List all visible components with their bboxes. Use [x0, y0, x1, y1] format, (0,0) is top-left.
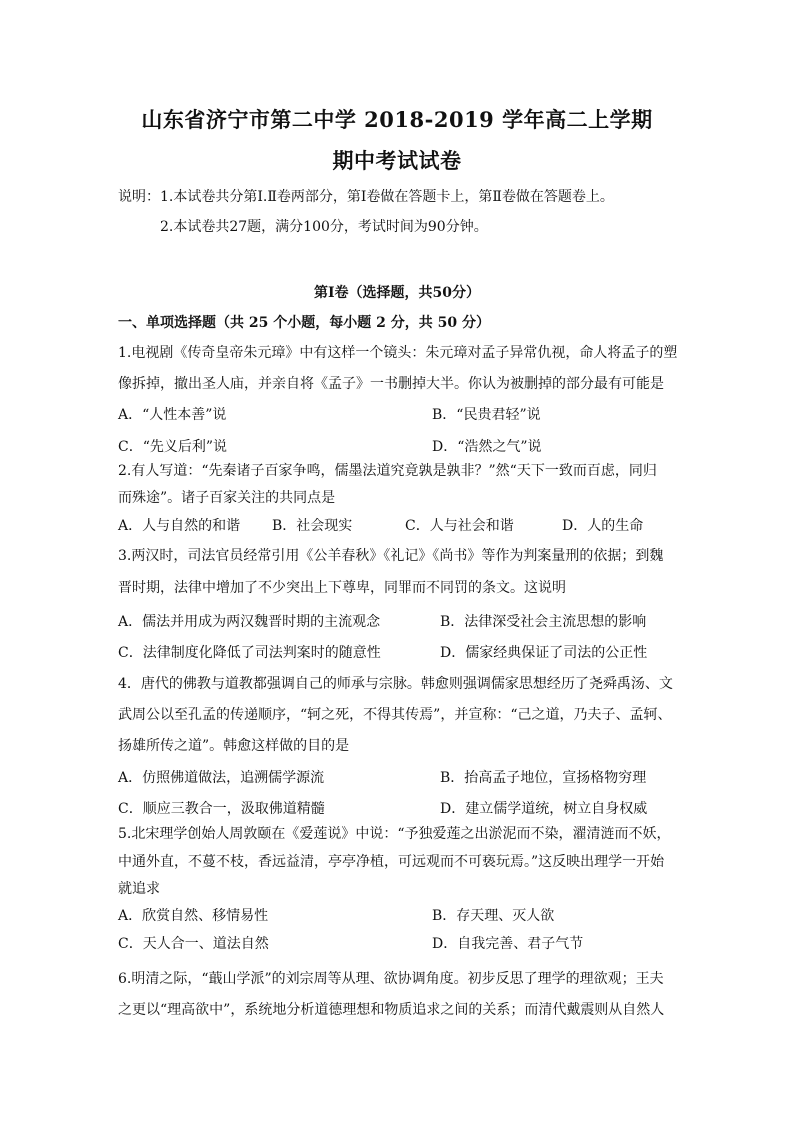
- question-5-option-b: B．存天理、灭人欲: [432, 908, 555, 924]
- exam-subtitle: 期中考试试卷: [332, 148, 462, 173]
- question-6-line-2: 之更以“理高欲中”，系统地分析道德理想和物质追求之间的关系；而清代戴震则从自然人: [118, 1002, 665, 1018]
- question-2-option-a: A．人与自然的和谐: [118, 518, 241, 534]
- question-5-line-3: 就追求: [118, 881, 160, 897]
- part-heading: 一、单项选择题（共 25 个小题，每小题 2 分，共 50 分）: [118, 315, 490, 331]
- question-4-line-2: 武周公以至孔孟的传递顺序，“轲之死，不得其传焉”，并宣称：“己之道，乃夫子、孟轲、: [118, 707, 672, 723]
- question-2-option-c: C．人与社会和谐: [405, 518, 514, 534]
- question-2-option-d: D．人的生命: [562, 518, 644, 534]
- question-3-option-d: D．儒家经典保证了司法的公正性: [440, 645, 648, 661]
- question-4-line-1: 4．唐代的佛教与道教都强调自己的师承与宗脉。韩愈则强调儒家思想经历了尧舜禹汤、文: [118, 676, 673, 692]
- instruction-line-1: 说明：1.本试卷共分第Ⅰ.Ⅱ卷两部分，第Ⅰ卷做在答题卡上，第Ⅱ卷做在答题卷上。: [118, 189, 614, 205]
- question-2-option-b: B．社会现实: [272, 518, 353, 534]
- question-1-option-b: B．“民贵君轻”说: [432, 407, 541, 423]
- question-3-line-2: 晋时期，法律中增加了不少突出上下尊卑，同罪而不同罚的条文。这说明: [118, 580, 566, 596]
- question-3-line-1: 3.两汉时，司法官员经常引用《公羊春秋》《礼记》《尚书》等作为判案量刑的依据；到魏: [118, 548, 664, 564]
- question-5-line-2: 中通外直，不蔓不枝，香远益清，亭亭净植，可远观而不可亵玩焉。”这反映出理学一开始: [118, 854, 665, 870]
- section-title: 第Ⅰ卷（选择题，共50分）: [313, 285, 481, 301]
- exam-title: 山东省济宁市第二中学 2018-2019 学年高二上学期: [141, 107, 653, 132]
- question-4-option-a: A．仿照佛道做法，追溯儒学源流: [118, 770, 325, 786]
- question-1-option-a: A．“人性本善”说: [118, 407, 227, 423]
- question-1-option-d: D．“浩然之气”说: [432, 439, 542, 455]
- question-1-line-2: 像拆掉，撤出圣人庙，并亲自将《孟子》一书删掉大半。你认为被删掉的部分最有可能是: [118, 376, 664, 392]
- question-2-line-2: 而殊途”。诸子百家关注的共同点是: [118, 490, 336, 506]
- question-3-option-a: A．儒法并用成为两汉魏晋时期的主流观念: [118, 614, 381, 630]
- question-6-line-1: 6.明清之际，“蕺山学派”的刘宗周等从理、欲协调角度。初步反思了理学的理欲观；王夫: [118, 971, 664, 987]
- question-1-option-c: C．“先义后利”说: [118, 439, 228, 455]
- question-3-option-b: B．法律深受社会主流思想的影响: [440, 614, 647, 630]
- instruction-line-2: 2.本试卷共27题，满分100分，考试时间为90分钟。: [160, 219, 488, 235]
- question-3-option-c: C．法律制度化降低了司法判案时的随意性: [118, 645, 381, 661]
- question-4-option-b: B．抬高孟子地位，宣扬格物穷理: [440, 770, 647, 786]
- question-1-line-1: 1.电视剧《传奇皇帝朱元璋》中有这样一个镜头：朱元璋对孟子异常仇视，命人将孟子的塑: [118, 345, 678, 361]
- question-4-option-c: C．顺应三教合一，汲取佛道精髓: [118, 801, 325, 817]
- question-5-line-1: 5.北宋理学创始人周敦颐在《爱莲说》中说：“予独爱莲之出淤泥而不染，濯清涟而不妖，: [118, 826, 671, 842]
- question-5-option-a: A．欣赏自然、移情易性: [118, 908, 269, 924]
- question-5-option-c: C．天人合一、道法自然: [118, 936, 269, 952]
- question-4-option-d: D．建立儒学道统，树立自身权威: [440, 801, 648, 817]
- question-4-line-3: 扬雄所传之道”。韩愈这样做的目的是: [118, 738, 350, 754]
- question-5-option-d: D．自我完善、君子气节: [432, 936, 584, 952]
- question-2-line-1: 2.有人写道：“先秦诸子百家争鸣，儒墨法道究竟孰是孰非？”然“天下一致而百虑，同归: [118, 463, 657, 479]
